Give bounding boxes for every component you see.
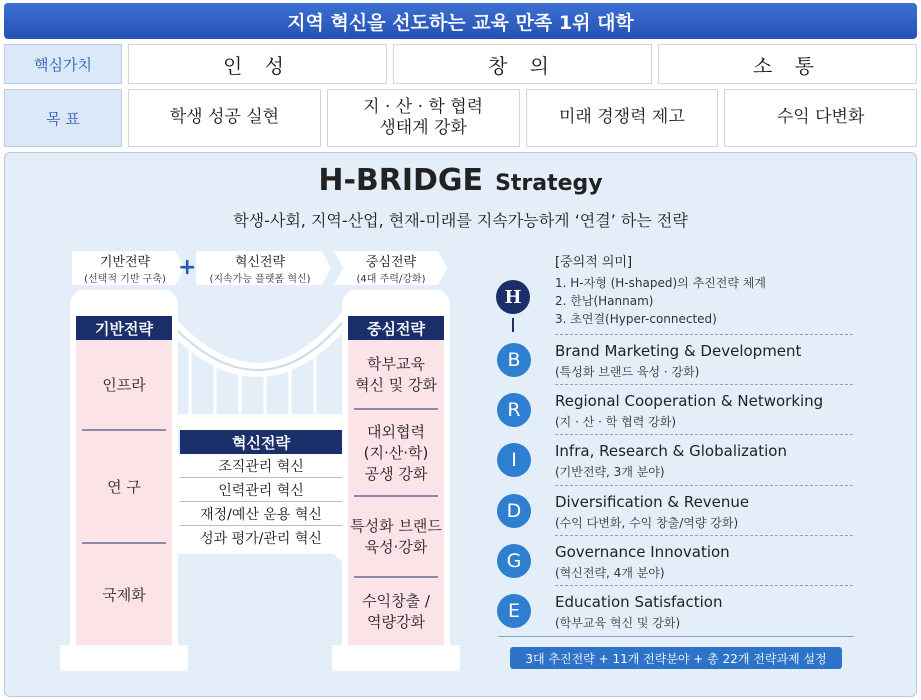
- chevron-base: [74, 249, 176, 287]
- letter-b-icon: B: [497, 343, 531, 377]
- chevron-title: 혁신전략: [234, 255, 286, 270]
- letter-title: Education Satisfaction: [555, 593, 723, 611]
- chevron-core: [340, 249, 442, 287]
- chevron-sub: (지속가능 플랫폼 혁신): [209, 274, 311, 285]
- letter-title: Brand Marketing & Development: [555, 342, 802, 360]
- letter-title: Governance Innovation: [555, 543, 730, 561]
- chevron-sub: (선택적 기반 구축): [84, 274, 166, 285]
- meaning-item: 3. 초연결(Hyper-connected): [555, 312, 717, 326]
- divider: [555, 334, 853, 335]
- divider: [555, 384, 853, 385]
- plus-sign: +: [178, 255, 197, 280]
- letter-r-icon: R: [497, 393, 531, 427]
- meaning-head: [중의적 의미]: [555, 255, 633, 270]
- letter-sub: (수익 다변화, 수익 창출/역량 강화): [555, 516, 739, 530]
- innovation-item: 조직관리 혁신: [180, 454, 342, 478]
- chevron-title: 기반전략: [99, 255, 151, 270]
- letter-title: Infra, Research & Globalization: [555, 442, 787, 460]
- strategy-title-main: H-BRIDGE: [318, 163, 484, 198]
- goal-item: 학생 성공 실현: [128, 89, 321, 147]
- chevron-innovation: [198, 249, 322, 287]
- letter-i-icon: I: [497, 443, 531, 477]
- goal-item: 지 · 산 · 학 협력 생태계 강화: [327, 89, 520, 147]
- right-pillar-head: 중심전략: [348, 316, 444, 340]
- core-value-item: 소 통: [658, 44, 917, 84]
- letter-sub: (혁신전략, 4개 분야): [555, 566, 665, 580]
- left-pillar-item: 국제화: [102, 586, 146, 604]
- innovation-item: 성과 평가/관리 혁신: [200, 531, 322, 547]
- letter-title: Regional Cooperation & Networking: [555, 392, 824, 410]
- left-pillar-item: 인프라: [102, 375, 146, 394]
- divider: [555, 535, 853, 536]
- divider: [555, 434, 853, 435]
- core-value-item: 인 성: [128, 44, 387, 84]
- divider: [498, 636, 854, 637]
- letter-sub: (학부교육 혁신 및 강화): [555, 616, 681, 630]
- right-pillar-item: 대외협력 (지·산·학) 공생 강화: [363, 422, 429, 483]
- letter-d-icon: D: [497, 494, 531, 528]
- core-values-label: 핵심가치: [4, 44, 122, 84]
- letter-g-icon: G: [497, 544, 531, 578]
- meaning-item: 2. 한남(Hannam): [555, 294, 654, 308]
- chevron-title: 중심전략: [365, 255, 417, 270]
- innovation-head: 혁신전략: [180, 430, 342, 454]
- goal-item: 미래 경쟁력 제고: [526, 89, 719, 147]
- left-pillar-head: 기반전략: [76, 316, 172, 340]
- right-pillar-item: 학부교육 혁신 및 강화: [355, 355, 437, 394]
- letter-e-icon: E: [497, 594, 531, 628]
- letter-title: Diversification & Revenue: [555, 493, 750, 511]
- strategy-subtitle: 학생-사회, 지역-산업, 현재-미래를 지속가능하게 ‘연결’ 하는 전략: [233, 211, 688, 230]
- letter-sub: (지 · 산 · 학 협력 강화): [555, 415, 677, 429]
- innovation-item: 재정/예산 운용 혁신: [180, 502, 342, 526]
- h-connector: [512, 318, 514, 332]
- summary-badge: 3대 추진전략 + 11개 전략분야 + 총 22개 전략과제 설정: [510, 647, 842, 669]
- right-pillar-item: 특성화 브랜드 육성·강화: [350, 517, 442, 556]
- divider: [555, 585, 853, 586]
- strategy-title-suffix: Strategy: [495, 171, 603, 196]
- letter-sub: (기반전략, 3개 분야): [555, 465, 665, 479]
- meaning-item: 1. H-자형 (H-shaped)의 추진전략 체계: [555, 276, 766, 290]
- right-pillar-item: 수익창출 / 역량강화: [362, 591, 430, 631]
- core-value-item: 창 의: [393, 44, 652, 84]
- goals-label: 목 표: [4, 89, 122, 147]
- h-badge-icon: H: [496, 280, 530, 314]
- innovation-item: 인력관리 혁신: [180, 478, 342, 502]
- letter-sub: (특성화 브랜드 육성 · 강화): [555, 365, 700, 379]
- chevron-sub: (4대 주력/강화): [356, 274, 426, 285]
- left-pillar-item: 연 구: [107, 477, 141, 496]
- goal-item: 수익 다변화: [724, 89, 917, 147]
- banner-title: 지역 혁신을 선도하는 교육 만족 1위 대학: [4, 3, 917, 39]
- divider: [555, 485, 853, 486]
